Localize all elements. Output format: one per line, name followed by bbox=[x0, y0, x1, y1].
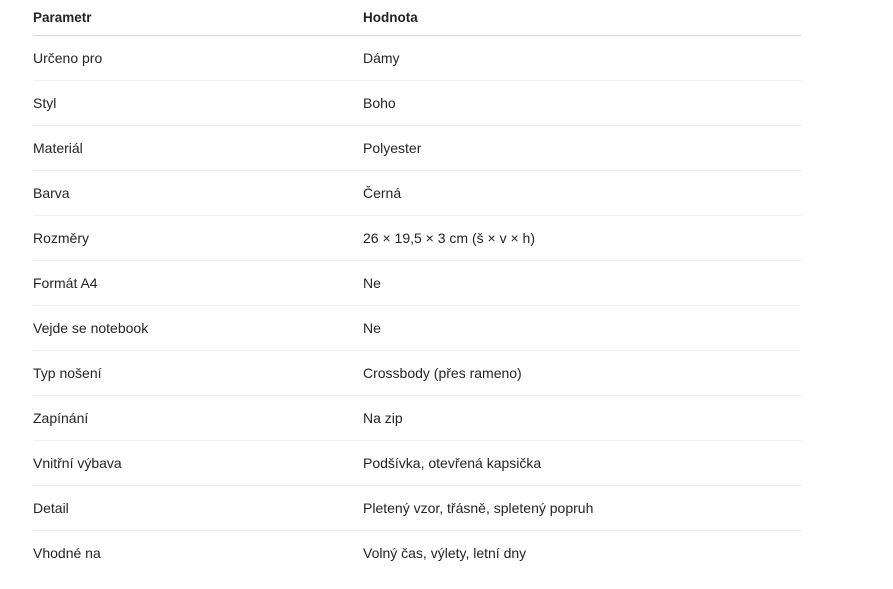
table-row bbox=[33, 531, 801, 576]
parameter-cell: Barva bbox=[33, 171, 363, 216]
header-parameter: Parametr bbox=[33, 0, 363, 36]
parameter-cell: Detail bbox=[33, 486, 363, 531]
parameter-cell: Vnitřní výbava bbox=[33, 441, 363, 486]
parameters-table bbox=[33, 0, 801, 575]
value-cell: Crossbody (přes rameno) bbox=[363, 351, 801, 396]
table-row bbox=[33, 216, 801, 261]
value-cell: Boho bbox=[363, 81, 801, 126]
value-cell: Volný čas, výlety, letní dny bbox=[363, 545, 527, 561]
parameter-cell: Styl bbox=[33, 81, 363, 126]
parameters-table-container bbox=[33, 0, 801, 575]
table-header-row bbox=[33, 0, 801, 36]
table-row bbox=[33, 126, 801, 171]
value-cell: Ne bbox=[363, 306, 801, 351]
value-cell: Dámy bbox=[363, 36, 801, 81]
value-cell: Na zip bbox=[363, 396, 801, 441]
header-value: Hodnota bbox=[363, 0, 801, 36]
table-row bbox=[33, 36, 801, 81]
table-row bbox=[33, 351, 801, 396]
table-row bbox=[33, 81, 801, 126]
value-cell: Černá bbox=[363, 171, 801, 216]
parameter-cell: Určeno pro bbox=[33, 36, 363, 81]
table-row bbox=[33, 306, 801, 351]
parameter-cell: Zapínání bbox=[33, 396, 363, 441]
parameter-cell: Materiál bbox=[33, 126, 363, 171]
table-row bbox=[33, 486, 801, 531]
table-row bbox=[33, 396, 801, 441]
table-body bbox=[33, 36, 801, 576]
value-cell: Pletený vzor, třásně, spletený popruh bbox=[363, 486, 801, 531]
parameter-cell: Vhodné na bbox=[33, 545, 101, 561]
parameter-cell: Rozměry bbox=[33, 216, 363, 261]
parameter-cell: Formát A4 bbox=[33, 261, 363, 306]
table-header bbox=[33, 0, 801, 36]
parameter-cell: Vejde se notebook bbox=[33, 306, 363, 351]
table-row bbox=[33, 441, 801, 486]
table-row bbox=[33, 171, 801, 216]
value-cell: Polyester bbox=[363, 126, 801, 171]
parameter-cell: Typ nošení bbox=[33, 351, 363, 396]
value-cell: 26 × 19,5 × 3 cm (š × v × h) bbox=[363, 216, 801, 261]
value-cell: Ne bbox=[363, 261, 801, 306]
table-row bbox=[33, 261, 801, 306]
value-cell: Podšívka, otevřená kapsička bbox=[363, 441, 801, 486]
